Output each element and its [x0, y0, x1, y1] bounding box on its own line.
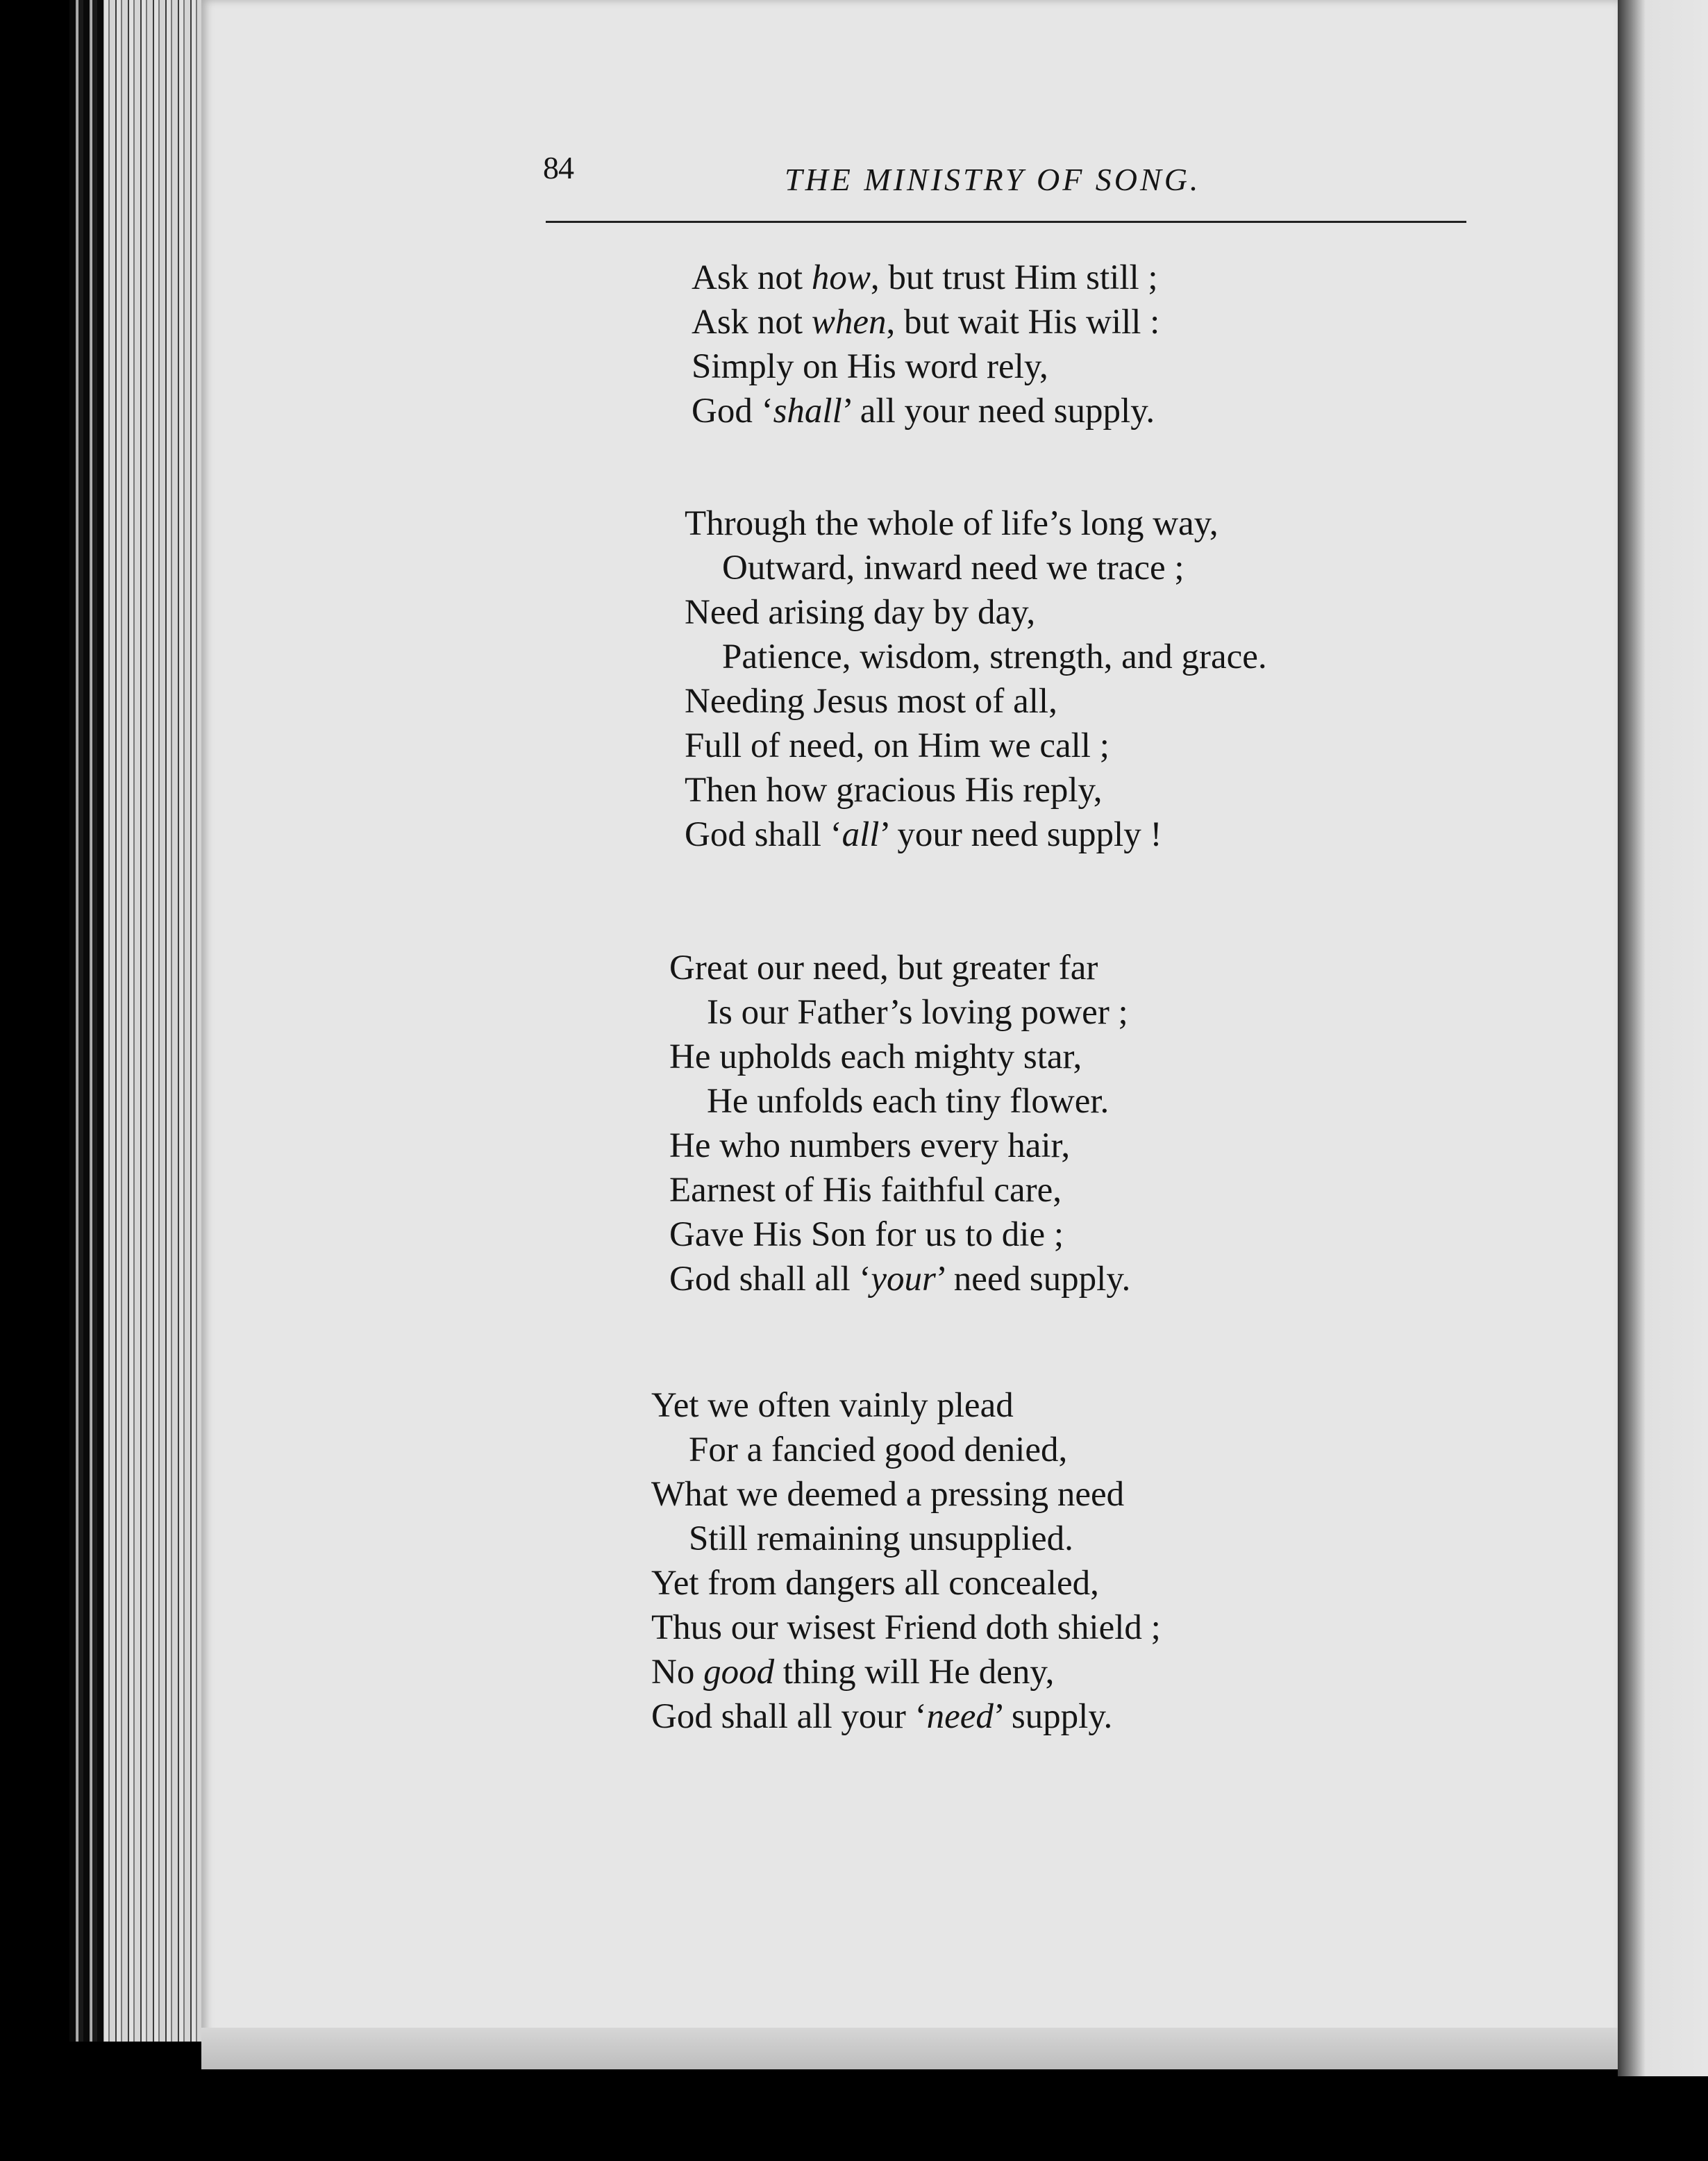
poem-line: He who numbers every hair,: [669, 1126, 1071, 1165]
poem-line: Through the whole of life’s long way,: [685, 504, 1219, 543]
poem-line: Needing Jesus most of all,: [685, 682, 1057, 721]
book-page-bottom-edge: [201, 2028, 1618, 2069]
poem-line: Great our need, but greater far: [669, 949, 1098, 987]
poem-line: Yet we often vainly plead: [651, 1386, 1014, 1425]
poem-line: God ‘shall’ all your need supply.: [692, 392, 1155, 431]
poem-line: Is our Father’s loving power ;: [707, 993, 1128, 1032]
poem-line: Earnest of His faithful care,: [669, 1171, 1062, 1210]
stanza-3: [669, 946, 1130, 1301]
poem-line: For a fancied good denied,: [689, 1430, 1068, 1469]
header-rule: [546, 221, 1466, 223]
stanza-1: [692, 256, 1159, 433]
poem-line: Outward, inward need we trace ;: [722, 549, 1184, 587]
poem-line: Ask not when, but wait His will :: [692, 303, 1160, 342]
stanza-4: [651, 1383, 1161, 1739]
poem-line: God shall all ‘your’ need supply.: [669, 1260, 1131, 1299]
poem-line: Patience, wisdom, strength, and grace.: [722, 637, 1267, 676]
poem-line: Then how gracious His reply,: [685, 771, 1103, 810]
poem-line: Gave His Son for us to die ;: [669, 1215, 1064, 1254]
poem-line: What we deemed a pressing need: [651, 1475, 1125, 1514]
facing-page-edge: [1618, 0, 1708, 2076]
poem-line: Simply on His word rely,: [692, 347, 1048, 386]
poem-line: Ask not how, but trust Him still ;: [692, 258, 1158, 297]
poem-line: He upholds each mighty star,: [669, 1037, 1082, 1076]
poem-line: God shall ‘all’ your need supply !: [685, 815, 1162, 854]
poem-line: Yet from dangers all concealed,: [651, 1564, 1099, 1603]
book-page-edges-inner: [104, 0, 201, 2042]
poem-line: No good thing will He deny,: [651, 1653, 1055, 1692]
poem-line: Still remaining unsupplied.: [689, 1519, 1073, 1558]
poem-line: Thus our wisest Friend doth shield ;: [651, 1608, 1161, 1647]
poem-line: God shall all your ‘need’ supply.: [651, 1697, 1113, 1736]
poem-line: Full of need, on Him we call ;: [685, 726, 1110, 765]
running-title: THE MINISTRY OF SONG.: [785, 162, 1201, 197]
stanza-2: [685, 501, 1267, 857]
poem-line: Need arising day by day,: [685, 593, 1036, 632]
poem-line: He unfolds each tiny flower.: [707, 1082, 1110, 1121]
page-number: 84: [543, 150, 573, 185]
